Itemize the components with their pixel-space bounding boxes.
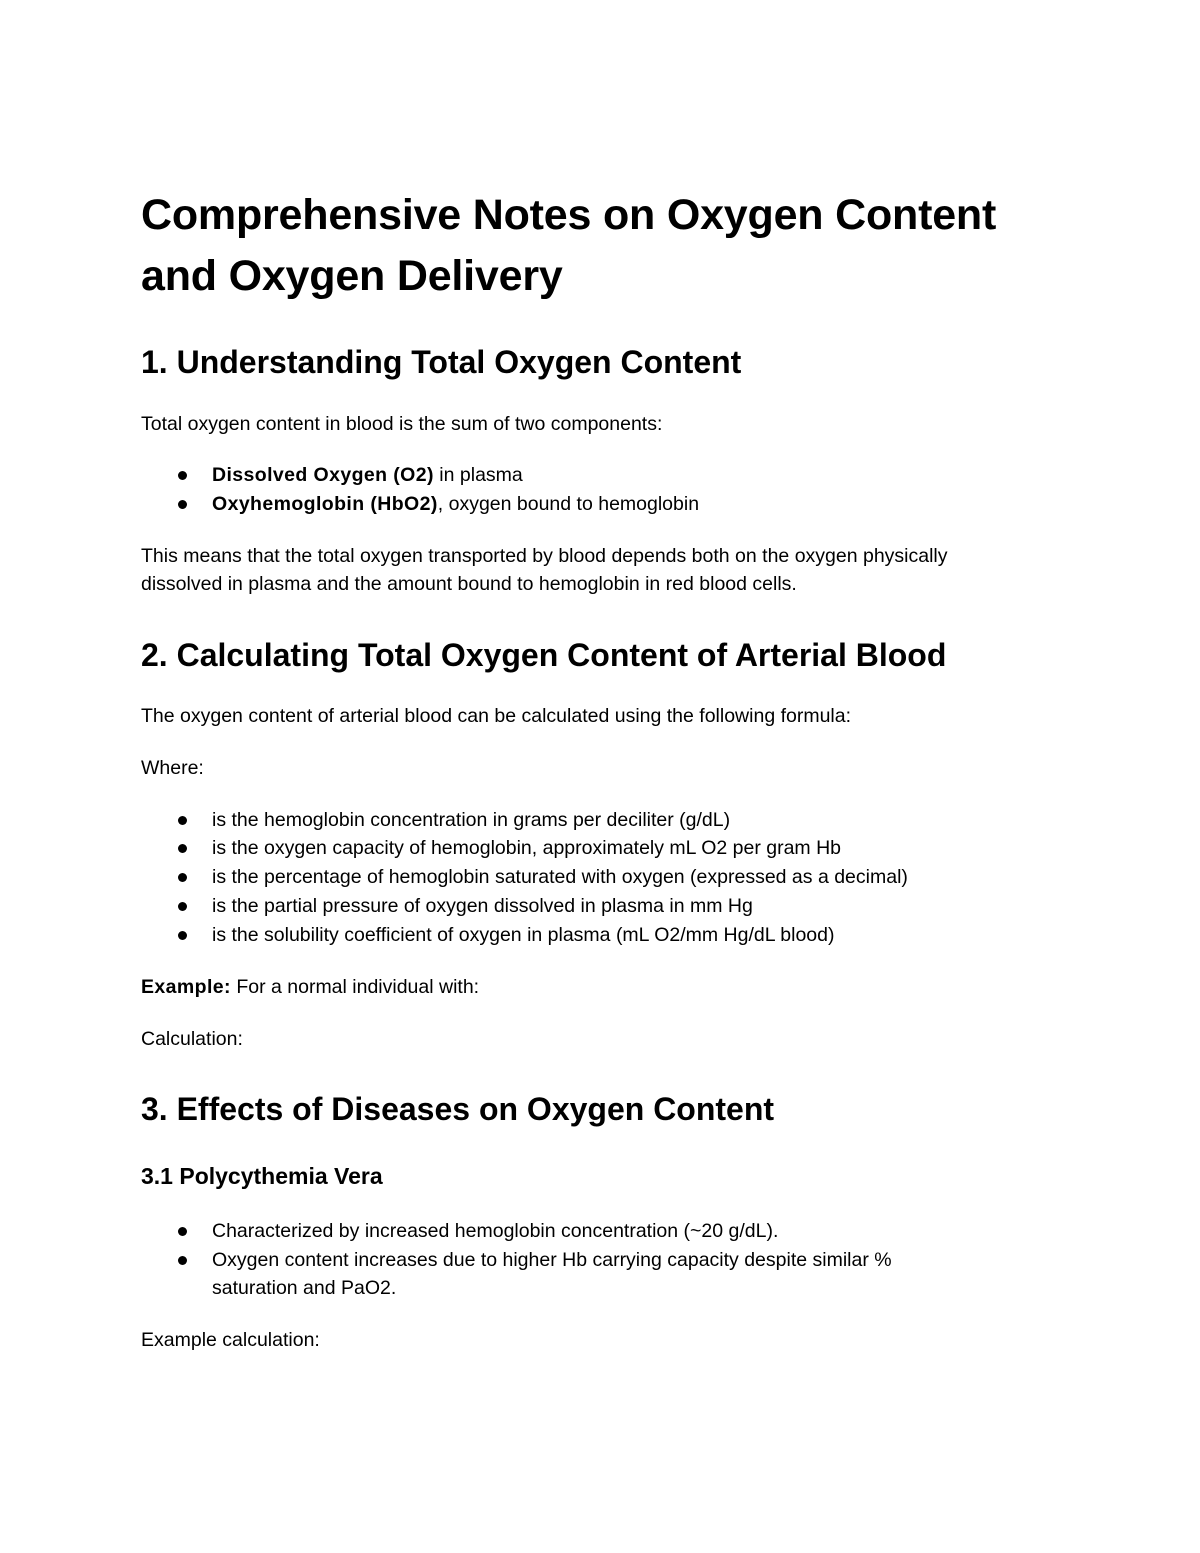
section-2-intro: The oxygen content of arterial blood can be calculated using the following formula: (141, 705, 852, 727)
example-label: Example: (141, 976, 231, 998)
subsection-3-1-bullet-2: Oxygen content increases due to higher Hb carrying capacity despite similar % (212, 1249, 892, 1271)
section-1-bullet-1 (212, 461, 523, 489)
section-2-heading: 2. Calculating Total Oxygen Content of Arterial Blood (141, 637, 947, 673)
section-1-summary-line-1: This means that the total oxygen transported by blood depends both on the oxygen physically (141, 545, 948, 567)
bullet-icon (178, 1227, 187, 1236)
bullet-icon (178, 873, 187, 882)
document-title-line-2: and Oxygen Delivery (141, 252, 563, 300)
section-1-intro: Total oxygen content in blood is the sum of two components: (141, 413, 663, 435)
section-2-bullet-2: is the oxygen capacity of hemoglobin, approximately mL O2 per gram Hb (212, 837, 842, 859)
section-2-calculation: Calculation: (141, 1028, 243, 1050)
section-2-bullet-5: is the solubility coefficient of oxygen in plasma (mL O2/mm Hg/dL blood) (212, 924, 835, 946)
section-2-bullet-3: is the percentage of hemoglobin saturated with oxygen (expressed as a decimal) (212, 866, 908, 888)
section-2-bullet-1: is the hemoglobin concentration in grams per deciliter (g/dL) (212, 809, 731, 831)
subsection-3-1-bullet-1: Characterized by increased hemoglobin concentration (~20 g/dL). (212, 1220, 779, 1242)
section-2-bullet-4: is the partial pressure of oxygen dissolved in plasma in mm Hg (212, 895, 753, 917)
bullet-1-text: in plasma (433, 464, 523, 486)
bullet-2-bold: Oxyhemoglobin (HbO2) (212, 493, 438, 515)
bullet-icon (178, 471, 187, 480)
bullet-icon (178, 500, 187, 509)
bullet-icon (178, 931, 187, 940)
bullet-icon (178, 902, 187, 911)
bullet-icon (178, 1256, 187, 1265)
section-1-summary-line-2: dissolved in plasma and the amount bound to hemoglobin in red blood cells. (141, 573, 797, 595)
example-text: For a normal individual with: (230, 976, 480, 998)
bullet-2-text: , oxygen bound to hemoglobin (437, 493, 700, 515)
bullet-icon (178, 816, 187, 825)
section-1-heading: 1. Understanding Total Oxygen Content (141, 344, 742, 380)
section-1-bullet-2 (212, 490, 699, 518)
subsection-3-1-heading: 3.1 Polycythemia Vera (141, 1163, 383, 1189)
document-title-line-1: Comprehensive Notes on Oxygen Content (141, 191, 997, 239)
section-2-example (141, 973, 479, 1001)
subsection-3-1-example-calculation: Example calculation: (141, 1329, 320, 1351)
bullet-icon (178, 844, 187, 853)
section-3-heading: 3. Effects of Diseases on Oxygen Content (141, 1091, 775, 1127)
bullet-1-bold: Dissolved Oxygen (O2) (212, 464, 434, 486)
subsection-3-1-bullet-2-cont: saturation and PaO2. (212, 1277, 397, 1299)
section-2-where: Where: (141, 757, 204, 779)
